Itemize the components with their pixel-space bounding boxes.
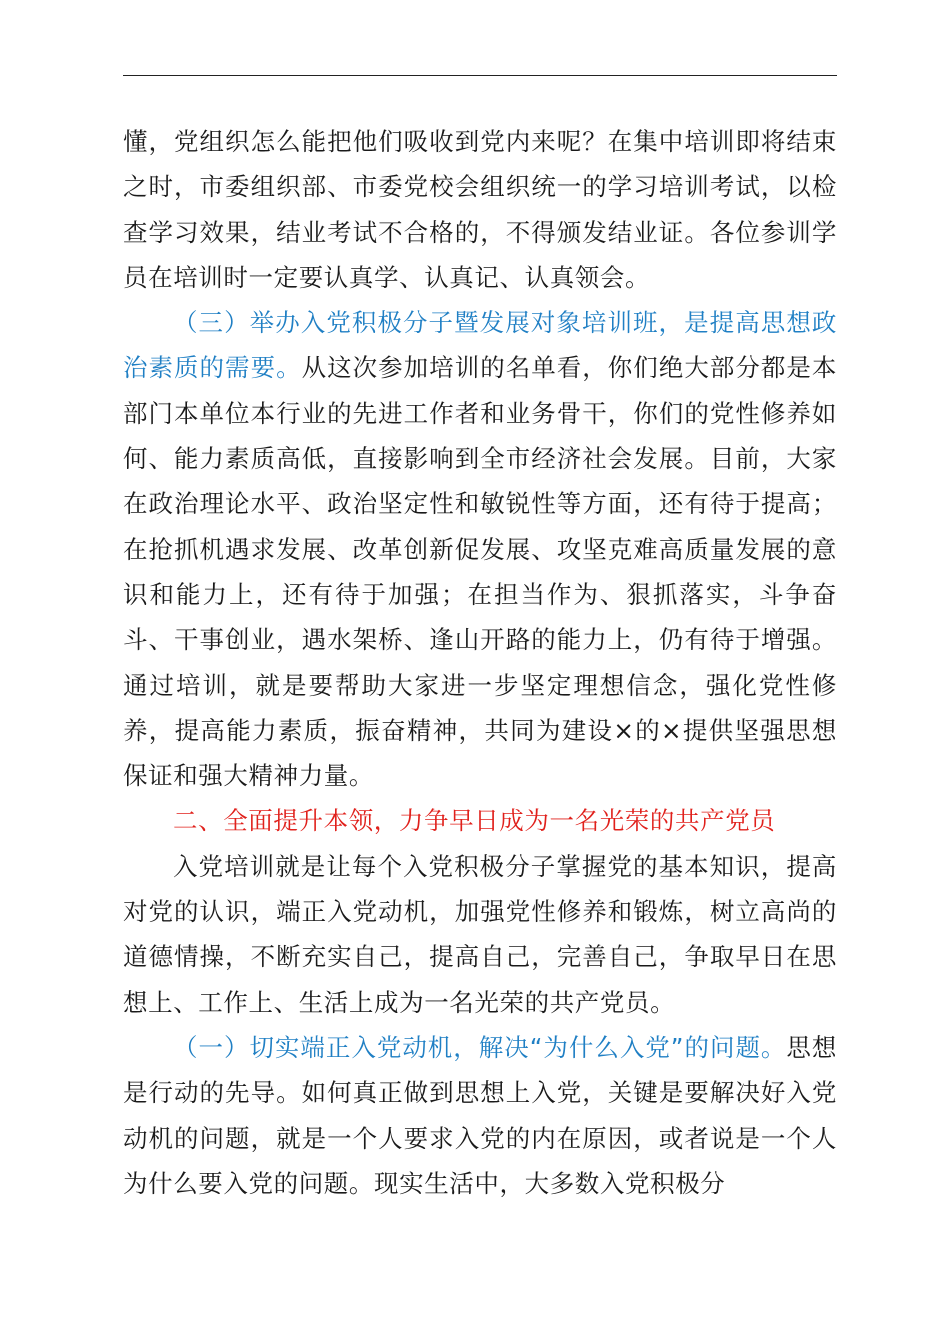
paragraph-2-body: 从这次参加培训的名单看，你们绝大部分都是本部门本单位本行业的先进工作者和业务骨干，你们的党性修养如何、能力素质高低，直接影响到全市经济社会发展。目前，大家在政治理论水平、政治坚定性和敏锐性等方面，还有待于提高；在抢抓机遇求发展、改革创新促发展、攻坚克难高质量发展的意识和能力上，还有待于加强；在担当作为、狠抓落实，斗争奋斗、干事创业，遇水架桥、逢山开路的能力上，仍有待于增强。通过培训，就是要帮助大家进一步坚定理想信念，强化党性修养，提高能力素质，振奋精神，共同为建设×的×提供坚强思想保证和强大精神力量。 xyxy=(123,353,837,791)
paragraph-1: 懂，党组织怎么能把他们吸收到党内来呢？在集中培训即将结束之时，市委组织部、市委党校会组织统一的学习培训考试，以检查学习效果，结业考试不合格的，不得颁发结业证。各位参训学员在培训时一定要认真学、认真记、认真领会。 xyxy=(123,127,837,292)
document-body xyxy=(123,119,837,1206)
subsection-heading-1: （一）切实端正入党动机，解决“为什么入党”的问题。 xyxy=(173,1032,787,1062)
paragraph-3: 入党培训就是让每个入党积极分子掌握党的基本知识，提高对党的认识，端正入党动机，加强党性修养和锻炼，树立高尚的道德情操，不断充实自己，提高自己，完善自己，争取早日在思想上、工作上、生活上成为一名光荣的共产党员。 xyxy=(123,851,837,1017)
subsection-heading-3: （三）举办入党积极分子暨发展对象培训班，是提高思想政治素质的需要。 xyxy=(123,308,837,383)
paragraph-4-body: 思想是行动的先导。如何真正做到思想上入党，关键是要解决好入党动机的问题，就是一个人要求入党的内在原因，或者说是一个人为什么要入党的问题。现实生活中，大多数入党积极分 xyxy=(123,1032,838,1198)
paragraph-2 xyxy=(123,300,837,798)
header-rule xyxy=(123,75,837,76)
section-heading-2: 二、全面提升本领，力争早日成为一名光荣的共产党员 xyxy=(173,806,776,836)
paragraph-4 xyxy=(123,1025,837,1206)
